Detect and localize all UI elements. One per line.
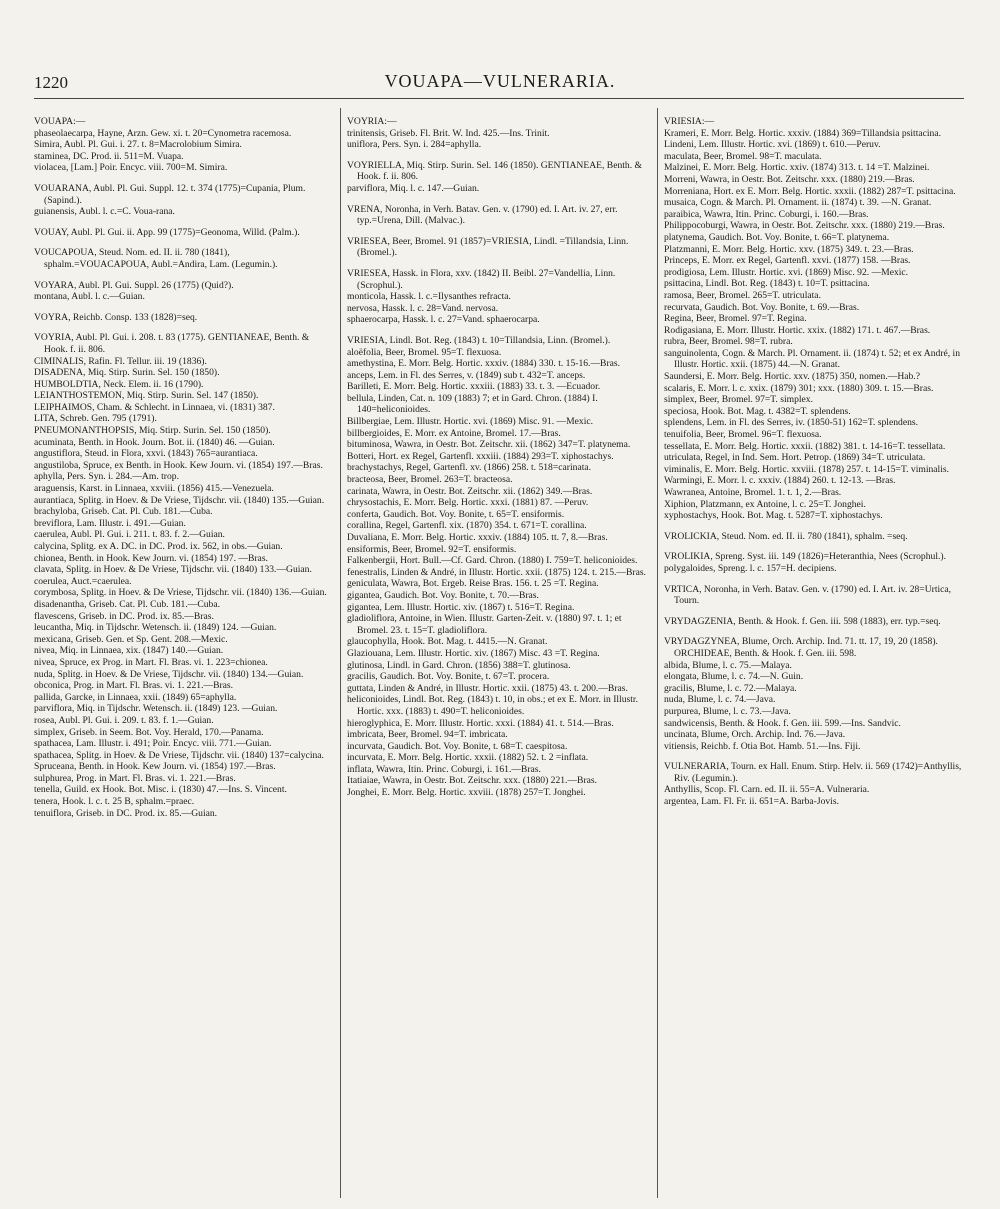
entry-line: hieroglyphica, E. Morr. Illustr. Hortic. xxxi. (1884) 41. t. 514.—Bras. xyxy=(347,717,614,729)
entry-line: prodigiosa, Lem. Illustr. Hortic. xvi. (1869) Misc. 92. —Mexic. xyxy=(664,266,909,278)
entry-line: gigantea, Gaudich. Bot. Voy. Bonite, t. 70.—Bras. xyxy=(347,589,539,601)
entry-line: Morreniana, Hort. ex E. Morr. Belg. Hortic. xxxii. (1882) 287=T. psittacina. xyxy=(664,185,956,197)
entry-line: Princeps, E. Morr. ex Regel, Gartenfl. xxvi. (1877) 158. —Bras. xyxy=(664,255,911,267)
entry-line: inflata, Wawra, Itin. Princ. Coburgi, i. 161.—Bras. xyxy=(347,763,541,775)
entry-line: tenella, Guild. ex Hook. Bot. Misc. i. (1830) 47.—Ins. S. Vincent. xyxy=(34,784,287,796)
entry-line: sandwicensis, Benth. & Hook. f. Gen. iii. 599.—Ins. Sandvic. xyxy=(664,717,901,729)
entry-line: CIMINALIS, Rafin. Fl. Tellur. iii. 19 (1836). xyxy=(34,355,207,367)
entry-line: Botteri, Hort. ex Regel, Gartenfl. xxxiii. (1884) 293=T. xiphostachys. xyxy=(347,450,614,462)
index-entry xyxy=(34,332,334,819)
entry-line: parviflora, Miq. l. c. 147.—Guian. xyxy=(347,182,480,194)
entry-line: parviflora, Miq. in Tijdschr. Wetensch. ii. (1849) 123. —Guian. xyxy=(34,703,278,715)
entry-line: guianensis, Aubl. l. c.=C. Voua-rana. xyxy=(34,206,175,218)
index-entry xyxy=(347,204,652,227)
entry-line: chrysostachis, E. Morr. Belg. Hortic. xxxi. (1881) 87. —Peruv. xyxy=(347,497,589,509)
column-divider xyxy=(657,108,658,1198)
entry-line: spathacea, Splitg. in Hoev. & De Vriese, Tijdschr. vii. (1840) 137=calycina. xyxy=(34,749,324,761)
index-entry xyxy=(664,531,968,543)
entry-line: LITA, Schreb. Gen. 795 (1791). xyxy=(34,413,157,425)
index-entry xyxy=(664,551,968,574)
entry-line: nivea, Miq. in Linnaea, xix. (1847) 140.—Guian. xyxy=(34,645,224,657)
entry-line: caerulea, Aubl. Pl. Gui. i. 211. t. 83. f. 2.—Guian. xyxy=(34,529,225,541)
entry-line: brachystachys, Regel, Gartenfl. xv. (1866) 258. t. 518=carinata. xyxy=(347,462,592,474)
entry-line: imbricata, Beer, Bromel. 94=T. imbricata. xyxy=(347,729,508,741)
entry-heading: VOYRIA:— xyxy=(347,116,397,127)
entry-heading: VRTICA, Noronha, in Verh. Batav. Gen. v. (1790) ed. I. Art. iv. 28=Urtica, Tourn. xyxy=(664,583,952,607)
entry-line: gladioliflora, Antoine, in Wien. Illustr. Garten-Zeit. v. (1880) 97. t. 1; et Bromel. 23. t. 15=T. gladioliflora. xyxy=(347,613,622,636)
entry-heading: VROLICKIA, Steud. Nom. ed. II. ii. 780 (1841), sphalm. =seq. xyxy=(664,530,908,542)
entry-line: mexicana, Griseb. Gen. et Sp. Gent. 208.—Mexic. xyxy=(34,633,228,645)
entry-line: Rodigasiana, E. Morr. Illustr. Hortic. xxix. (1882) 171. t. 467.—Bras. xyxy=(664,324,931,336)
entry-heading: VOUAY, Aubl. Pl. Gui. ii. App. 99 (1775)=Geonoma, Willd. (Palm.). xyxy=(34,226,300,238)
column-1 xyxy=(34,116,334,1206)
entry-line: gracilis, Blume, l. c. 72.—Malaya. xyxy=(664,682,797,694)
entry-line: incurvata, Gaudich. Bot. Voy. Bonite, t. 68=T. caespitosa. xyxy=(347,740,568,752)
index-entry xyxy=(664,584,968,607)
entry-line: disadenantha, Griseb. Cat. Pl. Cub. 181.—Cuba. xyxy=(34,598,220,610)
entry-line: utriculata, Regel, in Ind. Sem. Hort. Petrop. (1869) 34=T. utriculata. xyxy=(664,452,926,464)
entry-heading: VOUAPA:— xyxy=(34,116,86,127)
entry-line: tenuiflora, Griseb. in DC. Prod. ix. 85.—Guian. xyxy=(34,807,218,819)
entry-line: Barilleti, E. Morr. Belg. Hortic. xxxiii. (1883) 33. t. 3. —Ecuador. xyxy=(347,381,601,393)
entry-line: tenuifolia, Beer, Bromel. 96=T. flexuosa. xyxy=(664,429,822,441)
entry-heading: VOYARA, Aubl. Pl. Gui. Suppl. 26 (1775) (Quid?). xyxy=(34,279,234,291)
entry-line: rosea, Aubl. Pl. Gui. i. 209. t. 83. f. 1.—Guian. xyxy=(34,714,214,726)
entry-line: spathacea, Lam. Illustr. i. 491; Poir. Encyc. viii. 771.—Guian. xyxy=(34,738,272,750)
entry-line: violacea, [Lam.] Poir. Encyc. viii. 700=M. Simira. xyxy=(34,162,228,174)
page-number: 1220 xyxy=(34,73,68,92)
entry-line: monticola, Hassk. l. c.=Ilysanthes refracta. xyxy=(347,291,511,303)
entry-line: bracteosa, Beer, Bromel. 263=T. bracteosa. xyxy=(347,474,513,486)
entry-line: LEIANTHOSTEMON, Miq. Stirp. Surin. Sel. 147 (1850). xyxy=(34,390,259,402)
entry-line: guttata, Linden & André, in Illustr. Hortic. xxii. (1875) 43. t. 200.—Bras. xyxy=(347,682,628,694)
entry-heading: VROLIKIA, Spreng. Syst. iii. 149 (1826)=Heteranthia, Nees (Scrophul.). xyxy=(664,551,946,563)
entry-line: ensiformis, Beer, Bromel. 92=T. ensiformis. xyxy=(347,543,517,555)
entry-line: simplex, Beer, Bromel. 97=T. simplex. xyxy=(664,394,813,406)
index-entry xyxy=(34,247,334,270)
index-entry xyxy=(664,636,968,752)
entry-line: Glaziouana, Lem. Illustr. Hortic. xiv. (1867) Misc. 43 =T. Regina. xyxy=(347,647,600,659)
entry-line: nuda, Blume, l. c. 74.—Java. xyxy=(664,694,776,706)
entry-line: staminea, DC. Prod. ii. 511=M. Vuapa. xyxy=(34,150,184,162)
entry-line: pallida, Garcke, in Linnaea, xxii. (1849) 65=aphylla. xyxy=(34,691,237,703)
index-entry xyxy=(664,116,968,522)
entry-line: uncinata, Blume, Orch. Archip. Ind. 76.—Java. xyxy=(664,729,846,741)
entry-line: splendens, Lem. in Fl. des Serres, iv. (1850-51) 162=T. splendens. xyxy=(664,417,919,429)
index-entry xyxy=(34,183,334,218)
entry-line: simplex, Griseb. in Seem. Bot. Voy. Herald, 170.—Panama. xyxy=(34,726,264,738)
index-entry xyxy=(34,116,334,174)
entry-line: Lindeni, Lem. Illustr. Hortic. xvi. (1869) t. 610.—Peruv. xyxy=(664,139,881,151)
entry-line: nivea, Spruce, ex Prog. in Mart. Fl. Bras. vi. 1. 223=chionea. xyxy=(34,656,268,668)
entry-line: araguensis, Karst. in Linnaea, xxviii. (1856) 415.—Venezuela. xyxy=(34,483,274,495)
entry-line: conferta, Gaudich. Bot. Voy. Bonite, t. 65=T. ensiformis. xyxy=(347,508,565,520)
index-entry xyxy=(347,268,652,326)
entry-heading: VRYDAGZENIA, Benth. & Hook. f. Gen. iii. 598 (1883), err. typ.=seq. xyxy=(664,615,941,627)
entry-line: Saundersi, E. Morr. Belg. Hortic. xxv. (1875) 350, nomen.—Hab.? xyxy=(664,371,920,383)
entry-line: nuda, Splitg. in Hoev. & De Vriese, Tijdschr. vii. (1840) 134.—Guian. xyxy=(34,668,304,680)
entry-line: anceps, Lem. in Fl. des Serres, v. (1849) sub t. 432=T. anceps. xyxy=(347,369,586,381)
entry-line: acuminata, Benth. in Hook. Journ. Bot. ii. (1840) 46. —Guian. xyxy=(34,436,275,448)
index-entry xyxy=(34,227,334,239)
entry-line: flavescens, Griseb. in DC. Prod. ix. 85.—Bras. xyxy=(34,610,214,622)
entry-line: corallina, Regel, Gartenfl. xix. (1870) 354. t. 671=T. corallina. xyxy=(347,520,587,532)
entry-line: aurantiaca, Splitg. in Hoev. & De Vriese, Tijdschr. vii. (1840) 135.—Guian. xyxy=(34,494,325,506)
entry-line: Warmingi, E. Morr. l. c. xxxiv. (1884) 260. t. 12-13. —Bras. xyxy=(664,475,896,487)
entry-line: tenera, Hook. l. c. t. 25 B, sphalm.=praec. xyxy=(34,796,195,808)
index-entry xyxy=(664,616,968,628)
entry-line: Simira, Aubl. Pl. Gui. i. 27. t. 8=Macrolobium Simira. xyxy=(34,139,242,151)
index-entry xyxy=(34,280,334,303)
entry-heading: VOYRIELLA, Miq. Stirp. Surin. Sel. 146 (1850). GENTIANEAE, Benth. & Hook. f. ii. 806. xyxy=(347,159,642,183)
entry-line: HUMBOLDTIA, Neck. Elem. ii. 16 (1790). xyxy=(34,378,204,390)
entry-heading: VRIESEA, Hassk. in Flora, xxv. (1842) II. Beibl. 27=Vandellia, Linn. (Scrophul.). xyxy=(347,267,616,291)
entry-line: uniflora, Pers. Syn. i. 284=aphylla. xyxy=(347,139,482,151)
entry-line: glutinosa, Lindl. in Gard. Chron. (1856) 388=T. glutinosa. xyxy=(347,659,571,671)
entry-line: sanguinolenta, Cogn. & March. Pl. Ornament. ii. (1874) t. 52; et ex André, in Illustr. Hortic. xxii. (1875) 44.—N. Granat. xyxy=(664,347,961,371)
entry-line: nervosa, Hassk. l. c. 28=Vand. nervosa. xyxy=(347,302,499,314)
entry-line: PNEUMONANTHOPSIS, Miq. Stirp. Surin. Sel. 150 (1850). xyxy=(34,425,271,437)
entry-line: gracilis, Gaudich. Bot. Voy. Bonite, t. 67=T. procera. xyxy=(347,671,550,683)
entry-line: sulphurea, Prog. in Mart. Fl. Bras. vi. 1. 221.—Bras. xyxy=(34,772,236,784)
entry-heading: VOYRA, Reichb. Consp. 133 (1828)=seq. xyxy=(34,311,198,323)
entry-line: Jonghei, E. Morr. Belg. Hortic. xxviii. (1878) 257=T. Jonghei. xyxy=(347,787,586,799)
entry-line: Spruceana, Benth. in Hook. Kew Journ. vi. (1854) 197.—Bras. xyxy=(34,761,276,773)
entry-line: amethystina, E. Morr. Belg. Hortic. xxxiv. (1884) 330. t. 15-16.—Bras. xyxy=(347,358,621,370)
index-entry xyxy=(347,160,652,195)
entry-line: albida, Blume, l. c. 75.—Malaya. xyxy=(664,659,792,671)
entry-line: Falkenbergii, Hort. Bull.—Cf. Gard. Chron. (1880) I. 759=T. heliconioides. xyxy=(347,555,638,567)
entry-heading: VRENA, Noronha, in Verh. Batav. Gen. v. (1790) ed. I. Art. iv. 27, err. typ.=Urena, Dill. (Malvac.). xyxy=(347,203,618,227)
entry-heading: VOUCAPOUA, Steud. Nom. ed. II. ii. 780 (1841), sphalm.=VOUACAPOUA, Aubl.=Andira, Lam. (Legumin.). xyxy=(34,247,278,270)
header-rule xyxy=(34,98,964,99)
entry-line: ramosa, Beer, Bromel. 265=T. utriculata. xyxy=(664,289,821,301)
entry-line: scalaris, E. Morr. l. c. xxix. (1879) 301; xxx. (1880) 309. t. 15.—Bras. xyxy=(664,382,934,394)
entry-line: coerulea, Auct.=caerulea. xyxy=(34,575,132,587)
column-2 xyxy=(347,116,652,1206)
entry-line: Xiphion, Platzmann, ex Antoine, l. c. 25=T. Jonghei. xyxy=(664,498,866,510)
entry-line: Platzmanni, E. Morr. Belg. Hortic. xxv. (1875) 349. t. 23.—Bras. xyxy=(664,243,914,255)
entry-line: aphylla, Pers. Syn. i. 284.—Am. trop. xyxy=(34,471,179,483)
index-entry xyxy=(347,236,652,259)
entry-line: psittacina, Lindl. Bot. Reg. (1843) t. 10=T. psittacina. xyxy=(664,278,870,290)
entry-line: speciosa, Hook. Bot. Mag. t. 4382=T. splendens. xyxy=(664,405,851,417)
entry-line: maculata, Beer, Bromel. 98=T. maculata. xyxy=(664,150,822,162)
entry-line: Anthyllis, Scop. Fl. Carn. ed. II. ii. 55=A. Vulneraria. xyxy=(664,784,870,796)
entry-line: musaica, Cogn. & March. Pl. Ornament. ii. (1874) t. 39. —N. Granat. xyxy=(664,197,932,209)
entry-heading: VOUARANA, Aubl. Pl. Gui. Suppl. 12. t. 374 (1775)=Cupania, Plum. (Sapind.). xyxy=(34,182,306,206)
entry-line: Regina, Beer, Bromel. 97=T. Regina. xyxy=(664,313,807,325)
entry-line: glaucophylla, Hook. Bot. Mag. t. 4415.—N. Granat. xyxy=(347,636,548,648)
entry-line: polygaloides, Spreng. l. c. 157=H. decipiens. xyxy=(664,562,837,574)
entry-heading: VRIESIA:— xyxy=(664,116,715,127)
index-entry xyxy=(347,116,652,151)
column-divider xyxy=(340,108,341,1198)
entry-line: argentea, Lam. Fl. Fr. ii. 651=A. Barba-Jovis. xyxy=(664,796,839,808)
entry-heading: VRYDAGZYNEA, Blume, Orch. Archip. Ind. 71. tt. 17, 19, 20 (1858). ORCHIDEAE, Benth. & Hook. f. Gen. iii. 598. xyxy=(664,636,938,659)
entry-heading: VULNERARIA, Tourn. ex Hall. Enum. Stirp. Helv. ii. 569 (1742)=Anthyllis, Riv. (Legumin.). xyxy=(664,761,962,784)
entry-line: breviflora, Lam. Illustr. i. 491.—Guian. xyxy=(34,517,186,529)
entry-line: DISADENA, Miq. Stirp. Surin. Sel. 150 (1850). xyxy=(34,367,220,379)
entry-line: corymbosa, Splitg. in Hoev. & De Vriese, Tijdschr. vii. (1840) 136.—Guian. xyxy=(34,587,327,599)
running-head: VOUAPA—VULNERARIA. xyxy=(384,71,616,91)
entry-line: carinata, Wawra, in Oestr. Bot. Zeitschr. xii. (1862) 349.—Bras. xyxy=(347,485,593,497)
entry-line: obconica, Prog. in Mart. Fl. Bras. vi. 1. 221.—Bras. xyxy=(34,680,234,692)
entry-line: Krameri, E. Morr. Belg. Hortic. xxxiv. (1884) 369=Tillandsia psittacina. xyxy=(664,127,942,139)
entry-line: sphaerocarpa, Hassk. l. c. 27=Vand. sphaerocarpa. xyxy=(347,314,540,326)
entry-line: calycina, Splitg. ex A. DC. in DC. Prod. ix. 562, in obs.—Guian. xyxy=(34,541,283,552)
entry-line: trinitensis, Griseb. Fl. Brit. W. Ind. 425.—Ins. Trinit. xyxy=(347,127,550,139)
entry-line: incurvata, E. Morr. Belg. Hortic. xxxii. (1882) 52. t. 2 =inflata. xyxy=(347,752,589,764)
entry-line: bellula, Linden, Cat. n. 109 (1883) 7; et in Gard. Chron. (1884) I. 140=heliconioides. xyxy=(347,392,598,416)
entry-line: platynema, Gaudich. Bot. Voy. Bonite, t. 66=T. platynema. xyxy=(664,231,890,243)
entry-line: phaseolaecarpa, Hayne, Arzn. Gew. xi. t. 20=Cynometra racemosa. xyxy=(34,127,292,139)
entry-line: clavata, Splitg. in Hoev. & De Vriese, Tijdschr. vii. (1840) 133.—Guian. xyxy=(34,564,312,576)
entry-line: elongata, Blume, l. c. 74.—N. Guin. xyxy=(664,671,804,683)
entry-line: Morreni, Wawra, in Oestr. Bot. Zeitschr. xxx. (1880) 219.—Bras. xyxy=(664,173,915,185)
entry-line: vitiensis, Reichb. f. Otia Bot. Hamb. 51.—Ins. Fiji. xyxy=(664,740,861,752)
entry-line: rubra, Beer, Bromel. 98=T. rubra. xyxy=(664,336,793,348)
entry-line: viminalis, E. Morr. Belg. Hortic. xxviii. (1878) 257. t. 14-15=T. viminalis. xyxy=(664,463,950,475)
index-entry xyxy=(664,761,968,807)
entry-line: bituminosa, Wawra, in Oestr. Bot. Zeitschr. xii. (1862) 347=T. platynema. xyxy=(347,439,631,451)
entry-line: LEIPHAIMOS, Cham. & Schlecht. in Linnaea, vi. (1831) 387. xyxy=(34,401,275,413)
entry-line: xyphostachys, Hook. Bot. Mag. t. 5287=T. xiphostachys. xyxy=(664,510,883,522)
entry-heading: VOYRIA, Aubl. Pl. Gui. i. 208. t. 83 (1775). GENTIANEAE, Benth. & Hook. f. ii. 806. xyxy=(34,332,310,355)
entry-line: heliconioides, Lindl. Bot. Reg. (1843) t. 10, in obs.; et ex E. Morr. in Illustr. Hortic. xxx. (1883) t. 490=T. heliconioides. xyxy=(347,694,638,717)
entry-line: chionea, Benth. in Hook. Kew Journ. vi. (1854) 197. —Bras. xyxy=(34,552,268,564)
entry-line: angustiflora, Steud. in Flora, xxvi. (1843) 765=aurantiaca. xyxy=(34,448,258,460)
index-entry xyxy=(34,312,334,324)
entry-line: fenestralis, Linden & André, in Illustr. Hortic. xxii. (1875) 124. t. 215.—Bras. xyxy=(347,566,646,578)
entry-line: Philippocoburgi, Wawra, in Oestr. Bot. Zeitschr. xxx. (1880) 219.—Bras. xyxy=(664,220,945,232)
entry-line: gigantea, Lem. Illustr. Hortic. xiv. (1867) t. 516=T. Regina. xyxy=(347,601,575,613)
entry-line: Duvaliana, E. Morr. Belg. Hortic. xxxiv. (1884) 105. tt. 7, 8.—Bras. xyxy=(347,532,608,543)
entry-line: paraibica, Wawra, Itin. Princ. Coburgi, i. 160.—Bras. xyxy=(664,208,869,220)
entry-line: tessellata, E. Morr. Belg. Hortic. xxxii. (1882) 381. t. 14-16=T. tessellata. xyxy=(664,440,946,452)
entry-line: aloëfolia, Beer, Bromel. 95=T. flexuosa. xyxy=(347,346,502,358)
entry-line: Billbergiae, Lem. Illustr. Hortic. xvi. (1869) Misc. 91. —Mexic. xyxy=(347,416,594,428)
entry-line: Malzinei, E. Morr. Belg. Hortic. xxiv. (1874) 313. t. 14 =T. Malzinei. xyxy=(664,162,930,174)
entry-line: billbergioides, E. Morr. ex Antoine, Bromel. 17.—Bras. xyxy=(347,427,561,439)
entry-line: angustiloba, Spruce, ex Benth. in Hook. Kew Journ. vi. (1854) 197.—Bras. xyxy=(34,459,323,471)
entry-line: leucantha, Miq. in Tijdschr. Wetensch. ii. (1849) 124. —Guian. xyxy=(34,622,277,634)
entry-line: Wawranea, Antoine, Bromel. 1. t. 1, 2.—Bras. xyxy=(664,487,842,498)
entry-line: Itatiaiae, Wawra, in Oestr. Bot. Zeitschr. xxx. (1880) 221.—Bras. xyxy=(347,775,598,787)
index-entry xyxy=(347,335,652,799)
entry-heading: VRIESIA, Lindl. Bot. Reg. (1843) t. 10=Tillandsia, Linn. (Bromel.). xyxy=(347,334,611,346)
entry-line: geniculata, Wawra, Bot. Ergeb. Reise Bras. 156. t. 25 =T. Regina. xyxy=(347,578,599,590)
column-3 xyxy=(664,116,968,1206)
entry-line: purpurea, Blume, l. c. 73.—Java. xyxy=(664,705,791,717)
entry-heading: VRIESEA, Beer, Bromel. 91 (1857)=VRIESIA, Lindl. =Tillandsia, Linn. (Bromel.). xyxy=(347,235,629,259)
entry-line: recurvata, Gaudich. Bot. Voy. Bonite, t. 69.—Bras. xyxy=(664,301,860,313)
entry-line: brachyloba, Griseb. Cat. Pl. Cub. 181.—Cuba. xyxy=(34,506,213,518)
entry-line: montana, Aubl. l. c.—Guian. xyxy=(34,291,145,303)
